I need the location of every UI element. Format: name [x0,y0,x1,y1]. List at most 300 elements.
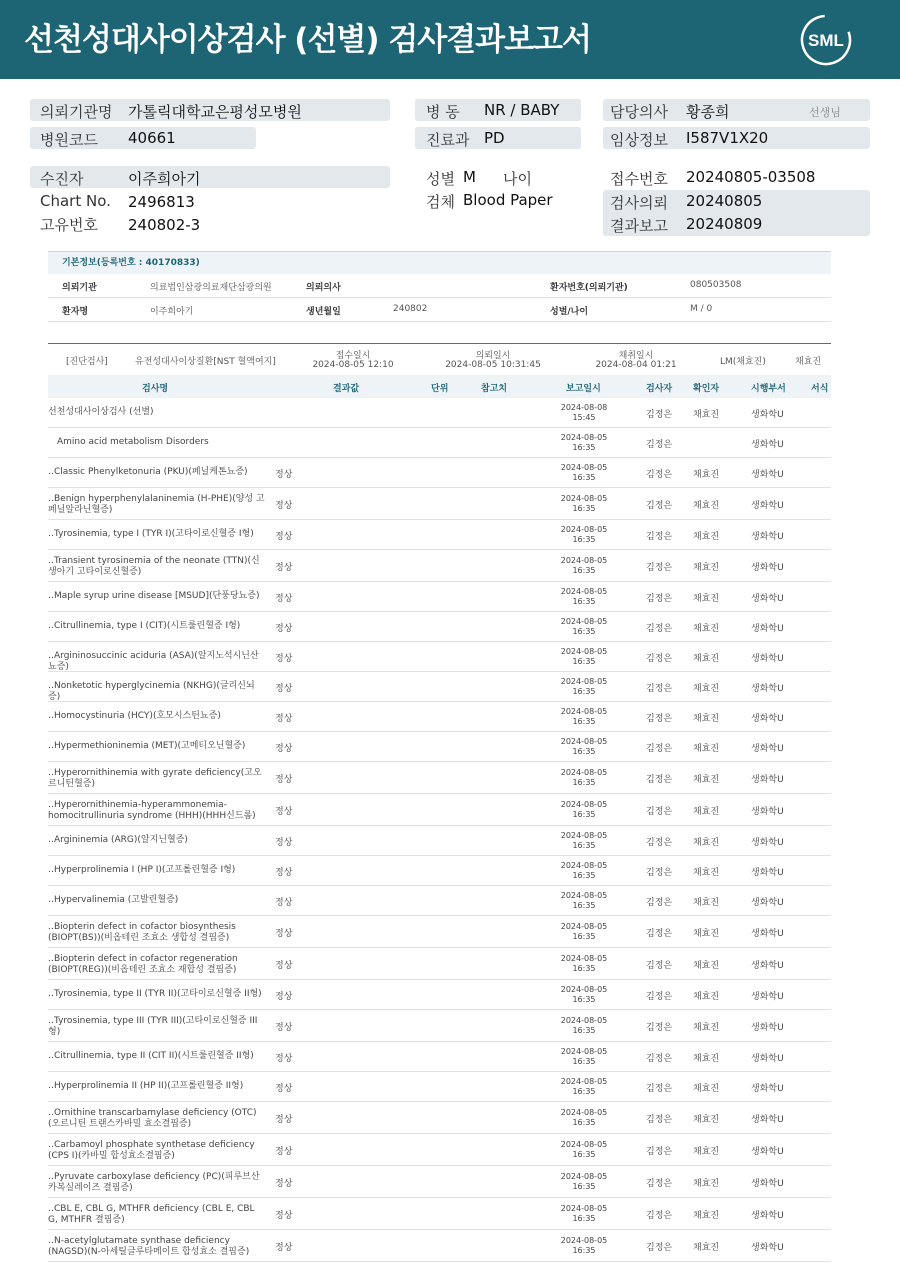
table-row [48,642,831,672]
cell-conf: 채효진 [693,992,720,1002]
cell-name: ‥Tyrosinemia, type III (TYR III)(고타이로신혈증 III형) [48,1016,258,1037]
receipt-label: 접수번호 [610,170,668,188]
cell-res: 정상 [275,624,293,634]
report-time: 16:35 [572,778,596,787]
cell-dept: 생화학U [751,1147,784,1157]
cell-report-time [554,1047,614,1067]
cell-conf: 채효진 [693,624,720,634]
req-value: 2024-08-05 10:31:45 [445,360,541,370]
cell-tester: 김정은 [646,929,673,939]
table-row [48,702,831,732]
basic-label: 성별/나이 [550,307,589,317]
cell-dept: 생화학U [751,684,784,694]
cell-tester: 김정은 [646,807,673,817]
cell-name: ‥Maple syrup urine disease [MSUD](단풍당뇨증) [48,591,260,601]
cell-tester: 김정은 [646,684,673,694]
report-time: 16:35 [572,535,596,544]
basic-value: 240802 [393,304,428,314]
cell-dept: 생화학U [751,714,784,724]
ward-label: 병 동 [426,103,460,121]
basic-value: 의료법인삼광의료재단삼광의원 [150,283,272,293]
table-row [48,856,831,886]
cell-conf: 채효진 [693,838,720,848]
cell-tester: 김정은 [646,624,673,634]
report-time: 16:35 [572,1057,596,1066]
request-tag: [진단검사] [66,357,108,367]
report-time: 15:45 [572,413,596,422]
report-time: 16:35 [572,1214,596,1223]
cell-report-time [554,1236,614,1256]
table-row [48,948,831,980]
report-time: 16:35 [572,841,596,850]
cell-tester: 김정은 [646,775,673,785]
cell-tester: 김정은 [646,470,673,480]
cell-res: 정상 [275,838,293,848]
report-date: 2024-08-05 [560,677,608,686]
basic-label: 의뢰기관 [62,283,97,293]
report-header [0,0,900,79]
cell-report-time [554,1204,614,1224]
report-time: 16:35 [572,995,596,1004]
report-time: 16:35 [572,687,596,696]
report-time: 16:35 [572,627,596,636]
cell-tester: 김정은 [646,1115,673,1125]
report-date: 2024-08-05 [560,617,608,626]
report-time: 16:35 [572,1087,596,1096]
cell-res: 정상 [275,898,293,908]
cell-dept: 생화학U [751,898,784,908]
col-header: 확인자 [693,384,720,394]
cell-dept: 생화학U [751,440,784,450]
doctor-value: 황종희 [686,103,730,121]
dept-value: PD [484,129,505,147]
report-date: 2024-08-05 [560,1108,608,1117]
doctor-suffix: 선생님 [809,106,841,119]
cell-report-time [554,861,614,881]
cell-res: 정상 [275,1243,293,1253]
cell-res: 정상 [275,714,293,724]
cell-report-time [554,1140,614,1160]
cell-name: ‥Nonketotic hyperglycinemia (NKHG)(글리신뇌증) [48,681,255,702]
cell-res: 정상 [275,744,293,754]
report-date: 2024-08-05 [560,494,608,503]
cell-report-time [554,707,614,727]
logo-text: SML [808,31,844,50]
report-time: 16:35 [572,1246,596,1255]
cell-dept: 생화학U [751,470,784,480]
cell-report-time [554,433,614,453]
cell-name: ‥Citrullinemia, type II (CIT II)(시트룰린혈증 II형) [48,1051,254,1061]
cell-conf: 채효진 [693,1084,720,1094]
cell-dept: 생화학U [751,992,784,1002]
cell-tester: 김정은 [646,1054,673,1064]
req-label: 의뢰일시 [475,351,511,361]
cell-report-time [554,831,614,851]
cell-res: 정상 [275,1054,293,1064]
cell-conf: 채효진 [693,470,720,480]
chart-value: 2496813 [128,193,195,211]
col-header: 단위 [431,384,449,394]
cell-res: 정상 [275,929,293,939]
report-time: 16:35 [572,1150,596,1159]
request-value: 20240805 [686,192,763,210]
report-time: 16:35 [572,443,596,452]
cell-res: 정상 [275,563,293,573]
cell-name: ‥Ornithine transcarbamylase deficiency (OTC)(오르니틴 트랜스카바밀 효소결핍증) [48,1108,257,1129]
cell-name: 선천성대사이상검사 (선별) [48,407,154,417]
cell-tester: 김정은 [646,654,673,664]
table-row [48,1010,831,1042]
cell-name: ‥Hyperornithinemia-hyperammonemia-homocitrullinuria syndrome (HHH)(HHH신드롬) [48,800,256,821]
report-title: 선천성대사이상검사 (선별) 검사결과보고서 [24,22,591,58]
table-row [48,550,831,582]
cell-tester: 김정은 [646,744,673,754]
cell-dept: 생화학U [751,594,784,604]
cell-res: 정상 [275,961,293,971]
report-time: 16:35 [572,473,596,482]
cell-dept: 생화학U [751,961,784,971]
cell-report-time [554,525,614,545]
cell-conf: 채효진 [693,410,720,420]
cell-report-time [554,647,614,667]
report-date: 2024-08-05 [560,737,608,746]
basic-value: M / 0 [690,304,713,314]
cell-tester: 김정은 [646,1211,673,1221]
cell-report-time [554,403,614,423]
cell-conf: 채효진 [693,807,720,817]
cell-name: ‥Homocystinuria (HCY)(호모시스틴뇨증) [48,711,221,721]
cell-tester: 김정은 [646,1147,673,1157]
cell-name: ‥Argininosuccinic aciduria (ASA)(알지노석시닌산뇨증) [48,651,259,672]
col-header: 시행부서 [751,384,786,394]
basic-value: 080503508 [690,280,742,290]
cell-res: 정상 [275,654,293,664]
code-value: 40661 [128,129,176,147]
cell-conf: 채효진 [693,654,720,664]
cell-name: ‥Hyperprolinemia I (HP I)(고프롤린혈증 I형) [48,865,236,875]
report-date: 2024-08-05 [560,1172,608,1181]
col-header: 검사자 [646,384,673,394]
patient-label: 수진자 [40,170,84,188]
cell-res: 정상 [275,1211,293,1221]
cell-conf: 채효진 [693,501,720,511]
cell-tester: 김정은 [646,838,673,848]
report-date: 2024-08-05 [560,1204,608,1213]
cell-name: ‥Citrullinemia, type I (CIT)(시트룰린혈증 I형) [48,621,241,631]
cell-dept: 생화학U [751,1023,784,1033]
code-label: 병원코드 [40,131,98,149]
cell-name: ‥Tyrosinemia, type I (TYR I)(고타이로신혈증 I형) [48,529,254,539]
cell-report-time [554,1016,614,1036]
cell-tester: 김정은 [646,992,673,1002]
cell-res: 정상 [275,807,293,817]
patient-pill [30,166,390,188]
age-label: 나이 [503,170,532,188]
cell-conf: 채효진 [693,1243,720,1253]
report-time: 16:35 [572,932,596,941]
basic-row-2 [48,298,831,322]
cell-dept: 생화학U [751,532,784,542]
report-date: 2024-08-08 [560,403,608,412]
sex-value: M [463,168,476,186]
basic-label: 환자명 [62,307,89,317]
cell-conf: 채효진 [693,775,720,785]
cell-name: ‥Hyperprolinemia II (HP II)(고프롤린혈증 II형) [48,1081,244,1091]
report-date: 2024-08-05 [560,1077,608,1086]
cell-res: 정상 [275,684,293,694]
cell-name: ‥Benign hyperphenylalaninemia (H-PHE)(양성 고페닐알라닌혈증) [48,494,265,515]
col-header: 참고치 [481,384,508,394]
cell-res: 정상 [275,1023,293,1033]
cell-name: ‥N-acetylglutamate synthase deficiency (NAGSD)(N-아세틸글루타메이트 합성효소 결핍증) [48,1236,250,1257]
cell-conf: 채효진 [693,1147,720,1157]
cell-conf: 채효진 [693,929,720,939]
report-date: 2024-08-05 [560,1140,608,1149]
report-time: 16:35 [572,717,596,726]
cell-tester: 김정은 [646,410,673,420]
cell-name: ‥Biopterin defect in cofactor biosynthesis (BIOPT(BS))(비옵테린 조효소 생합성 결핍증) [48,922,236,943]
cell-report-time [554,556,614,576]
cell-tester: 김정은 [646,1023,673,1033]
table-row [48,612,831,642]
cell-res: 정상 [275,992,293,1002]
cell-tester: 김정은 [646,563,673,573]
report-time: 16:35 [572,504,596,513]
request-info [48,343,831,376]
cell-tester: 김정은 [646,594,673,604]
report-date: 2024-08-05 [560,707,608,716]
cell-res: 정상 [275,1179,293,1189]
report-date: 2024-08-05 [560,647,608,656]
report-date: 2024-08-05 [560,1236,608,1245]
cell-dept: 생화학U [751,1211,784,1221]
cell-conf: 채효진 [693,532,720,542]
cell-name: ‥Pyruvate carboxylase deficiency (PC)(피루브산 카복실레이즈 결핍증) [48,1172,260,1193]
cell-tester: 김정은 [646,532,673,542]
cell-dept: 생화학U [751,1084,784,1094]
table-row [48,886,831,916]
cell-name: ‥Hyperornithinemia with gyrate deficiency(고오르니틴혈증) [48,768,262,789]
request-lm: LM(채효진) [720,357,766,367]
clinical-value: I587V1X20 [686,129,769,147]
cell-conf: 채효진 [693,1211,720,1221]
cell-res: 정상 [275,775,293,785]
cell-conf: 채효진 [693,961,720,971]
cell-conf: 채효진 [693,714,720,724]
cell-dept: 생화학U [751,410,784,420]
report-date: 2024-08-05 [560,922,608,931]
dept-label: 진료과 [426,131,470,149]
table-row [48,458,831,488]
table-row [48,1102,831,1134]
report-time: 16:35 [572,597,596,606]
col-header: 검사명 [142,384,169,394]
cell-report-time [554,891,614,911]
report-date: 2024-08-05 [560,800,608,809]
report-time: 16:35 [572,871,596,880]
report-date: 2024-08-05 [560,831,608,840]
cell-report-time [554,494,614,514]
table-row [48,916,831,948]
col-header: 보고일시 [566,384,601,394]
institution-value: 가톨릭대학교은평성모병원 [128,103,302,121]
cell-conf: 채효진 [693,868,720,878]
cell-report-time [554,617,614,637]
cell-res: 정상 [275,1147,293,1157]
cell-dept: 생화학U [751,654,784,664]
cell-report-time [554,737,614,757]
cell-res: 정상 [275,501,293,511]
col-header: 서식 [811,384,829,394]
basic-info-heading: 기본정보(등록번호 : 40170833) [48,251,831,274]
cell-name: Amino acid metabolism Disorders [57,437,209,447]
report-time: 16:35 [572,566,596,575]
report-label: 결과보고 [610,217,668,235]
recv-value: 2024-08-05 12:10 [312,360,394,370]
cell-name: ‥Hypermethioninemia (MET)(고메티오닌혈증) [48,741,246,751]
specimen-label: 검체 [426,193,455,211]
col-label: 채취일시 [618,351,654,361]
cell-conf: 채효진 [693,684,720,694]
cell-tester: 김정은 [646,714,673,724]
cell-conf: 채효진 [693,898,720,908]
cell-report-time [554,985,614,1005]
cell-name: ‥Hypervalinemia (고발린혈증) [48,895,179,905]
table-row [48,980,831,1010]
doctor-label: 담당의사 [610,103,668,121]
report-date: 2024-08-05 [560,433,608,442]
patient-value: 이주희아기 [128,170,201,188]
basic-info [48,251,831,322]
cell-tester: 김정은 [646,440,673,450]
cell-name: ‥Carbamoyl phosphate synthetase deficiency (CPS I)(카바밀 합성효소결핍증) [48,1140,255,1161]
report-date: 2024-08-05 [560,954,608,963]
cell-tester: 김정은 [646,1084,673,1094]
cell-tester: 김정은 [646,1179,673,1189]
request-staff: 채효진 [795,357,822,367]
cell-conf: 채효진 [693,1115,720,1125]
results-table [48,398,831,1262]
report-time: 16:35 [572,901,596,910]
cell-dept: 생화학U [751,1243,784,1253]
table-row [48,398,831,428]
basic-label: 생년월일 [306,307,341,317]
cell-dept: 생화학U [751,775,784,785]
specimen-value: Blood Paper [463,191,553,209]
table-row [48,488,831,520]
cell-conf: 채효진 [693,563,720,573]
table-row [48,1166,831,1198]
cell-report-time [554,1108,614,1128]
report-time: 16:35 [572,810,596,819]
sex-label: 성별 [426,170,455,188]
report-time: 16:35 [572,1026,596,1035]
cell-res: 정상 [275,1084,293,1094]
basic-label: 환자번호(의뢰기관) [550,283,628,293]
cell-dept: 생화학U [751,501,784,511]
institution-label: 의뢰기관명 [40,103,113,121]
cell-dept: 생화학U [751,929,784,939]
table-row [48,1072,831,1102]
report-date: 2024-08-05 [560,556,608,565]
basic-label: 의뢰의사 [306,283,341,293]
report-date: 2024-08-05 [560,525,608,534]
report-time: 16:35 [572,964,596,973]
cell-tester: 김정은 [646,961,673,971]
cell-dept: 생화학U [751,1179,784,1189]
cell-dept: 생화학U [751,1054,784,1064]
ward-value: NR / BABY [484,101,560,119]
table-row [48,1042,831,1072]
report-date: 2024-08-05 [560,985,608,994]
unique-label: 고유번호 [40,216,98,234]
cell-report-time [554,954,614,974]
table-row [48,1134,831,1166]
cell-dept: 생화학U [751,1115,784,1125]
cell-res: 정상 [275,868,293,878]
cell-report-time [554,1077,614,1097]
table-row [48,428,831,458]
cell-dept: 생화학U [751,807,784,817]
cell-tester: 김정은 [646,501,673,511]
report-date: 2024-08-05 [560,587,608,596]
cell-conf: 채효진 [693,1023,720,1033]
cell-conf: 채효진 [693,744,720,754]
cell-report-time [554,922,614,942]
table-row [48,1230,831,1262]
cell-dept: 생화학U [751,744,784,754]
report-time: 16:35 [572,1118,596,1127]
cell-report-time [554,768,614,788]
report-time: 16:35 [572,657,596,666]
cell-name: ‥Transient tyrosinemia of the neonate (TTN)(신생아기 고타이로신혈증) [48,556,260,577]
report-time: 16:35 [572,747,596,756]
table-row [48,794,831,826]
cell-report-time [554,677,614,697]
report-date: 2024-08-05 [560,463,608,472]
cell-tester: 김정은 [646,1243,673,1253]
cell-dept: 생화학U [751,624,784,634]
cell-res: 정상 [275,470,293,480]
sml-logo [799,13,853,67]
cell-report-time [554,587,614,607]
cell-dept: 생화학U [751,563,784,573]
cell-dept: 생화학U [751,838,784,848]
request-label: 검사의뢰 [610,194,668,212]
chart-label: Chart No. [40,192,111,210]
cell-res: 정상 [275,532,293,542]
clinical-label: 임상정보 [610,131,668,149]
table-row [48,1198,831,1230]
unique-value: 240802-3 [128,216,201,234]
report-time: 16:35 [572,1182,596,1191]
cell-report-time [554,800,614,820]
basic-value: 이주희아기 [150,307,194,317]
request-test: 유전성대사이상질환[NST 혈액여지] [135,357,276,367]
cell-report-time [554,1172,614,1192]
cell-name: ‥CBL E, CBL G, MTHFR deficiency (CBL E, CBL G, MTHFR 결핍증) [48,1204,255,1225]
report-date: 2024-08-05 [560,1016,608,1025]
table-row [48,732,831,762]
report-date: 2024-08-05 [560,1047,608,1056]
recv-label: 접수일시 [335,351,371,361]
report-date: 2024-08-05 [560,768,608,777]
cell-name: ‥Classic Phenylketonuria (PKU)(페닐케톤뇨증) [48,467,248,477]
results-header [48,375,831,398]
basic-row-1 [48,274,831,298]
cell-conf: 채효진 [693,1054,720,1064]
cell-dept: 생화학U [751,868,784,878]
